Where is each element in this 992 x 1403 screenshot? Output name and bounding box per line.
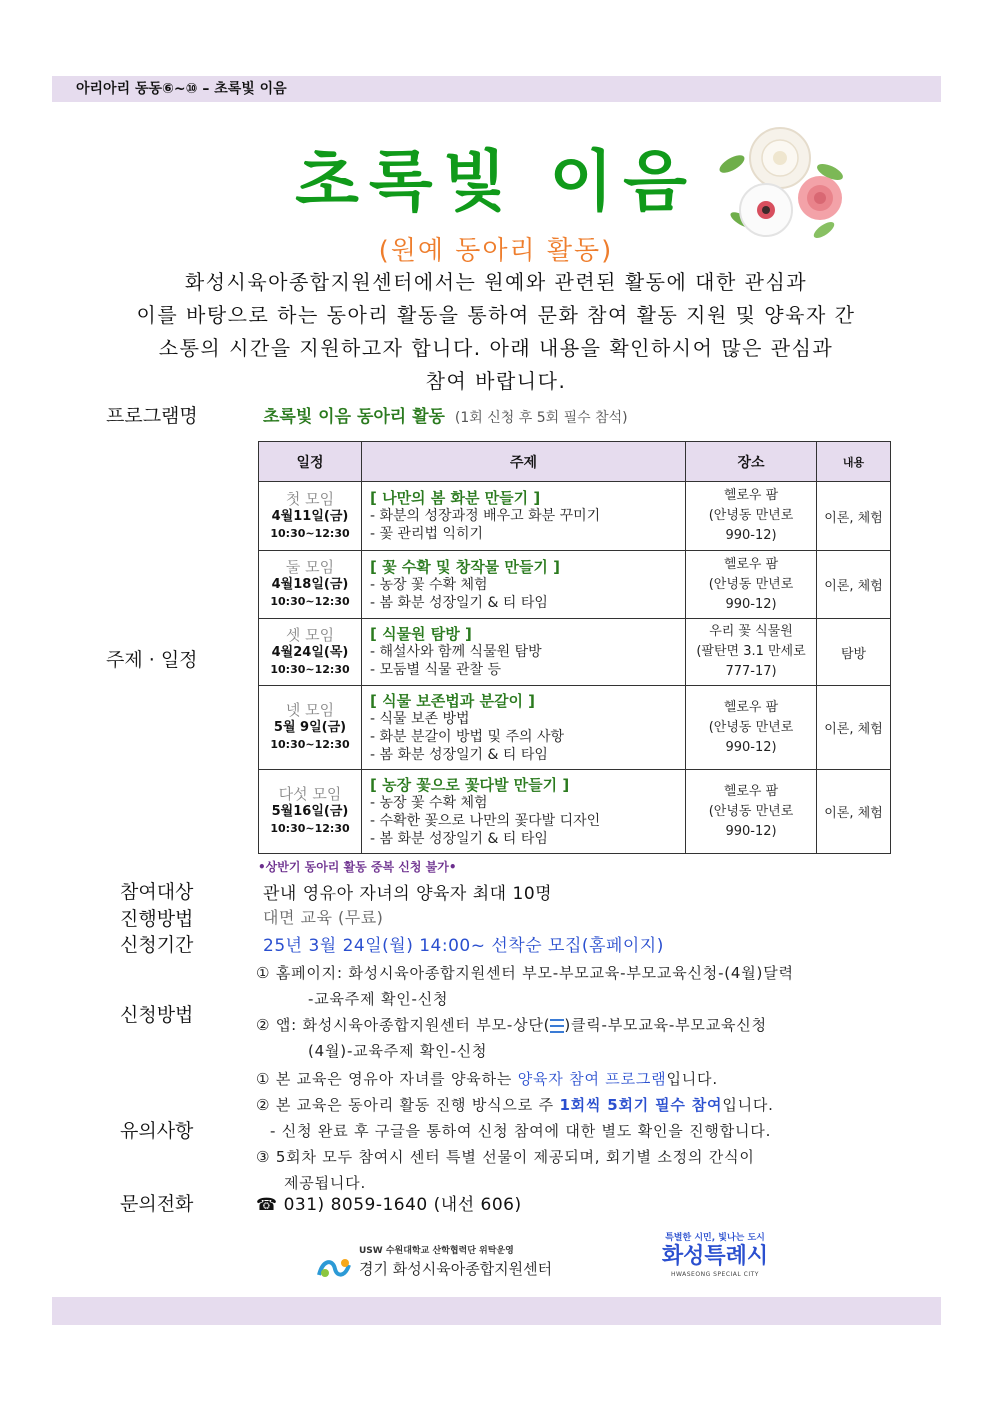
intro-paragraph: [80, 266, 912, 398]
session-date: 5월 9일(금): [273, 720, 347, 735]
session-name: 첫 모임: [285, 489, 335, 508]
program-name: [263, 402, 628, 427]
center-logo: [315, 1243, 555, 1283]
session-place: [686, 770, 817, 854]
target-value: 관내 영유아 자녀의 양육자 최대 10명: [263, 884, 553, 904]
topic-item: - 모둠별 식물 관찰 등: [370, 662, 502, 678]
place-line: 990-12): [725, 596, 777, 612]
topic-title: [ 식물원 탐방 ]: [370, 625, 472, 643]
session-date: 4월18일(금): [271, 577, 349, 592]
session-name: 다섯 모임: [278, 785, 342, 803]
table-row: [259, 686, 891, 770]
place-line: 777-17): [725, 664, 777, 679]
note-1-highlight: 양육자 참여 프로그램: [517, 1070, 667, 1088]
session-topic: [362, 770, 686, 854]
place-line: (팔탄면 3.1 만세로: [696, 644, 806, 659]
topic-item: - 봄 화분 성장일기 & 티 타임: [370, 594, 548, 611]
session-when: [259, 686, 362, 770]
center-logo-icon: [315, 1255, 355, 1281]
session-date: 5월16일(금): [271, 804, 349, 819]
topic-title: [ 나만의 봄 화분 만들기 ]: [370, 489, 541, 507]
contact-value: [256, 1190, 522, 1215]
place-line: 990-12): [725, 528, 777, 543]
place-line: 헬로우 팜: [723, 783, 779, 799]
intro-line: 화성시육아종합지원센터에서는 원예와 관련된 활동에 대한 관심과: [184, 270, 808, 294]
note-1: [256, 1066, 774, 1092]
program-name-text: 초록빛 이음 동아리 활동: [263, 407, 445, 427]
topic-item: - 식물 보존 방법: [370, 710, 470, 727]
note-1-end: 입니다.: [666, 1070, 718, 1088]
note-2-sub: - 신청 완료 후 구글을 통하여 신청 참여에 대한 별도 확인을 진행합니다.: [270, 1122, 772, 1140]
session-time: 10:30~12:30: [270, 595, 350, 608]
topic-item: - 화분의 성장과정 배우고 화분 꾸미기: [370, 508, 601, 524]
session-name: 넷 모임: [285, 701, 335, 719]
session-when: [259, 482, 362, 551]
menu-icon: [550, 1019, 564, 1033]
topic-title: [ 식물 보존법과 분갈이 ]: [370, 691, 536, 710]
usw-text: USW 수원대학교 산학협력단 위탁운영: [359, 1246, 514, 1256]
intro-line: 이를 바탕으로 하는 동아리 활동을 통하여 문화 참여 활동 지원 및 양육자 간: [136, 303, 856, 327]
session-time: 10:30~12:30: [270, 738, 350, 751]
session-topic: [362, 482, 686, 551]
session-kind: 이론, 체험: [817, 770, 891, 854]
table-row: [259, 619, 891, 686]
contact-label: 문의전화: [120, 1193, 194, 1215]
target-label: 참여대상: [120, 881, 194, 903]
session-date: 4월11일(금): [271, 508, 349, 524]
footer-bar: [52, 1297, 941, 1325]
session-kind: 이론, 체험: [817, 551, 891, 619]
apply-step-1-cont: -교육주제 확인-신청: [308, 990, 449, 1008]
note-2-text: ② 본 교육은 동아리 활동 진행 방식으로 주: [256, 1096, 560, 1114]
header-topic: 주제: [362, 442, 686, 482]
table-row: [259, 482, 891, 551]
city-slogan: 특별한 시민, 빛나는 도시: [665, 1233, 765, 1243]
phone-icon: ☎: [256, 1195, 278, 1215]
place-line: (안녕동 만년로: [708, 719, 794, 735]
contact-phone: 031) 8059-1640 (내선 606): [283, 1195, 522, 1215]
session-kind: 이론, 체험: [817, 686, 891, 770]
place-line: 990-12): [725, 823, 777, 839]
session-when: [259, 551, 362, 619]
note-2: [256, 1092, 774, 1118]
page-title: 초록빛 이음: [295, 143, 697, 220]
schedule-label: 주제 · 일정: [106, 649, 198, 671]
header-date: 일정: [259, 442, 362, 482]
topic-item: - 봄 화분 성장일기 & 티 타임: [370, 830, 548, 847]
topic-item: - 해설사와 함께 식물원 탐방: [370, 644, 542, 660]
note-2-end: 입니다.: [722, 1096, 774, 1114]
place-line: (안녕동 만년로: [708, 508, 794, 523]
header-bar-text: 아리아리 동동⑥~⑩ – 초록빛 이음: [76, 81, 287, 97]
session-place: [686, 551, 817, 619]
period-label: 신청기간: [120, 934, 194, 956]
program-note: (1회 신청 후 5회 필수 참석): [454, 410, 628, 426]
note-1-text: ① 본 교육은 영유아 자녀를 양육하는: [256, 1070, 518, 1088]
apply-step-1: ① 홈페이지: 화성시육아종합지원센터 부모-부모교육-부모교육신청-(4월)달력: [256, 964, 794, 982]
session-place: [686, 482, 817, 551]
session-time: 10:30~12:30: [270, 822, 350, 835]
session-topic: [362, 551, 686, 619]
city-name: 화성특례시: [661, 1244, 769, 1269]
schedule-table: [258, 441, 891, 854]
table-row: [259, 770, 891, 854]
session-date: 4월24일(목): [271, 644, 349, 660]
method-value: 대면 교육 (무료): [263, 908, 384, 927]
note-2-highlight: 1회씩 5회기 필수 참여: [559, 1096, 723, 1114]
topic-item: - 농장 꽃 수확 체험: [370, 794, 488, 811]
program-label: 프로그램명: [106, 405, 198, 427]
page-subtitle: (원예 동아리 활동): [378, 236, 614, 266]
note-3-cont: 제공됩니다.: [284, 1174, 367, 1192]
session-when: [259, 770, 362, 854]
intro-line: 참여 바랍니다.: [425, 369, 567, 393]
session-time: 10:30~12:30: [270, 526, 350, 540]
schedule-header-row: [259, 442, 891, 482]
header-bar: [52, 76, 941, 102]
center-name: 경기 화성시육아종합지원센터: [359, 1260, 553, 1278]
session-place: [686, 686, 817, 770]
session-name: 둘 모임: [285, 558, 335, 576]
apply-step-2-text: ② 앱: 화성시육아종합지원센터 부모-상단(: [256, 1016, 551, 1034]
duplicate-note: •상반기 동아리 활동 중복 신청 불가•: [258, 860, 457, 874]
session-time: 10:30~12:30: [270, 662, 350, 676]
apply-step-2-cont: (4월)-교육주제 확인-신청: [308, 1042, 488, 1060]
city-en: HWASEONG SPECIAL CITY: [671, 1271, 759, 1278]
place-line: 헬로우 팜: [723, 699, 779, 715]
method-label: 진행방법: [120, 908, 194, 930]
topic-item: - 수확한 꽃으로 나만의 꽃다발 디자인: [370, 812, 601, 829]
session-kind: 이론, 체험: [817, 482, 891, 551]
topic-title: [ 꽃 수확 및 창작물 만들기 ]: [370, 557, 560, 576]
table-row: [259, 551, 891, 619]
header-place: 장소: [686, 442, 817, 482]
session-when: [259, 619, 362, 686]
session-topic: [362, 619, 686, 686]
apply-step-2-text-b: )클릭-부모교육-부모교육신청: [564, 1016, 767, 1034]
session-topic: [362, 686, 686, 770]
place-line: (안녕동 만년로: [708, 576, 794, 592]
place-line: (안녕동 만년로: [708, 803, 794, 819]
topic-item: - 화분 분갈이 방법 및 주의 사항: [370, 728, 565, 745]
session-name: 셋 모임: [285, 625, 335, 644]
intro-line: 소통의 시간을 지원하고자 합니다. 아래 내용을 확인하시어 많은 관심과: [158, 336, 834, 360]
city-logo: [655, 1230, 775, 1286]
period-value: 25년 3월 24일(월) 14:00~ 선착순 모집(홈페이지): [263, 936, 664, 956]
session-kind: 탐방: [817, 619, 891, 686]
apply-steps: [256, 960, 794, 1064]
topic-item: - 농장 꽃 수확 체험: [370, 576, 488, 593]
apply-label: 신청방법: [120, 1004, 194, 1026]
place-line: 헬로우 팜: [723, 556, 779, 572]
note-3: ③ 5회차 모두 참여시 센터 특별 선물이 제공되며, 회기별 소정의 간식이: [256, 1148, 755, 1166]
place-line: 990-12): [725, 739, 777, 755]
notes-list: [256, 1066, 774, 1196]
apply-step-2: [256, 1012, 794, 1038]
notes-label: 유의사항: [120, 1120, 194, 1142]
place-line: 헬로우 팜: [723, 488, 779, 503]
session-place: [686, 619, 817, 686]
topic-item: - 봄 화분 성장일기 & 티 타임: [370, 746, 548, 763]
place-line: 우리 꽃 식물원: [709, 624, 793, 639]
header-kind: 내용: [817, 442, 891, 482]
topic-title: [ 농장 꽃으로 꽃다발 만들기 ]: [370, 775, 570, 794]
topic-item: - 꽃 관리법 익히기: [370, 526, 484, 542]
